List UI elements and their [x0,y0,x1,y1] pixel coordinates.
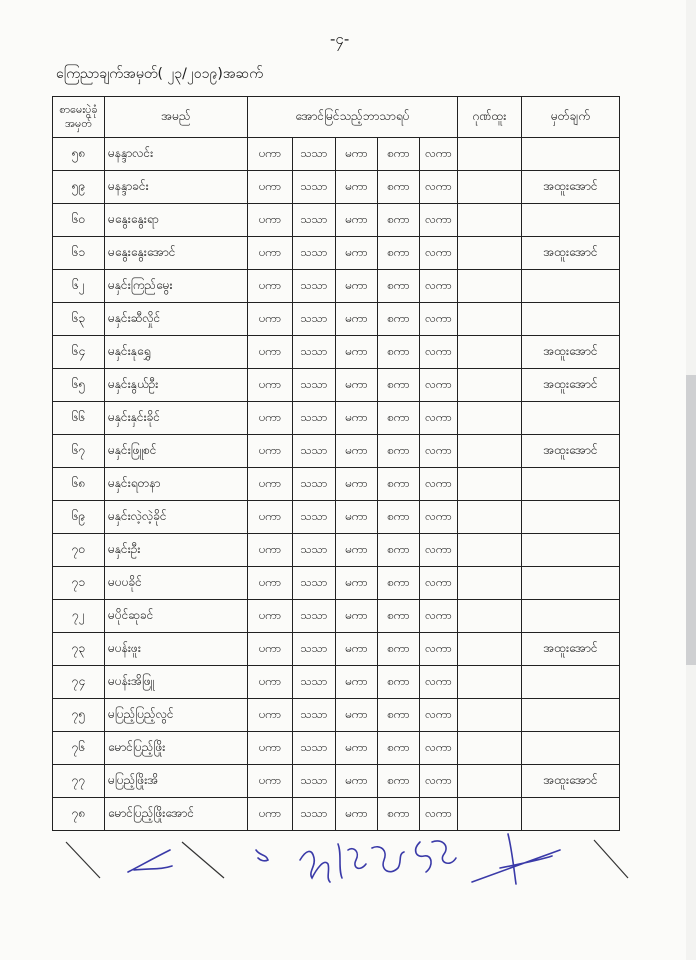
student-name-cell: မနွေးနွေးအောင် [105,237,248,270]
table-row [53,600,620,633]
table-row [53,303,620,336]
header-name: အမည် [105,97,248,138]
subject-grade-cell: သသာ [293,600,336,633]
remark-cell: အထူးအောင် [522,765,620,798]
subject-grade-cell: မကာ [336,435,378,468]
signature-1 [128,850,172,872]
distinction-cell [458,765,522,798]
subject-grade-cell: မကာ [336,204,378,237]
header-distinction: ဂုဏ်ထူး [458,97,522,138]
table-row [53,666,620,699]
subject-grade-cell: လကာ [420,468,458,501]
subject-grade-cell: လကာ [420,171,458,204]
subject-grade-cell: သသာ [293,402,336,435]
student-name-cell: မောင်ပြည့်ဖြိုး [105,732,248,765]
roll-number-cell: ၆၄ [53,336,105,369]
subject-grade-cell: ပကာ [248,237,293,270]
subject-grade-cell: လကာ [420,600,458,633]
subject-grade-cell: မကာ [336,501,378,534]
subject-grade-cell: စကာ [378,567,420,600]
distinction-cell [458,237,522,270]
distinction-cell [458,171,522,204]
roll-number-cell: ၅၈ [53,138,105,171]
distinction-cell [458,732,522,765]
subject-grade-cell: လကာ [420,336,458,369]
subject-grade-cell: မကာ [336,534,378,567]
subject-grade-cell: စကာ [378,336,420,369]
subject-grade-cell: ပကာ [248,633,293,666]
roll-number-cell: ၆၉ [53,501,105,534]
subject-grade-cell: ပကာ [248,765,293,798]
student-name-cell: မပန်းအိဖြူ [105,666,248,699]
table-row [53,633,620,666]
subject-grade-cell: လကာ [420,369,458,402]
distinction-cell [458,303,522,336]
signature-4 [338,844,366,878]
student-name-cell: မနှင်းဦး [105,534,248,567]
remark-cell [522,501,620,534]
subject-grade-cell: သသာ [293,798,336,831]
remark-cell [522,138,620,171]
subject-grade-cell: မကာ [336,798,378,831]
subject-grade-cell: ပကာ [248,303,293,336]
subject-grade-cell: မကာ [336,765,378,798]
subject-grade-cell: လကာ [420,501,458,534]
table-row [53,171,620,204]
roll-number-cell: ၆၃ [53,303,105,336]
subject-grade-cell: သသာ [293,534,336,567]
subject-grade-cell: ပကာ [248,204,293,237]
blank-slash-2 [182,842,224,878]
remark-cell [522,303,620,336]
subject-grade-cell: စကာ [378,666,420,699]
student-name-cell: မပန်းဖူး [105,633,248,666]
remark-cell: အထူးအောင် [522,633,620,666]
roll-number-cell: ၇၃ [53,633,105,666]
distinction-cell [458,402,522,435]
signature-area [0,820,686,930]
roll-number-cell: ၆၇ [53,435,105,468]
subject-grade-cell: သသာ [293,501,336,534]
table-row [53,204,620,237]
roll-number-cell: ၆၅ [53,369,105,402]
subject-grade-cell: စကာ [378,138,420,171]
scan-edge-shadow [686,375,696,665]
subject-grade-cell: စကာ [378,402,420,435]
subject-grade-cell: လကာ [420,798,458,831]
remark-cell [522,699,620,732]
subject-grade-cell: ပကာ [248,402,293,435]
remark-cell [522,402,620,435]
subject-grade-cell: မကာ [336,699,378,732]
subject-grade-cell: ပကာ [248,369,293,402]
remark-cell: အထူးအောင် [522,237,620,270]
table-row [53,402,620,435]
roll-number-cell: ၇၄ [53,666,105,699]
subject-grade-cell: မကာ [336,369,378,402]
subject-grade-cell: မကာ [336,336,378,369]
remark-cell [522,270,620,303]
student-name-cell: မပြည့်ပြည့်လွင် [105,699,248,732]
subject-grade-cell: စကာ [378,270,420,303]
subject-grade-cell: လကာ [420,237,458,270]
subject-grade-cell: သသာ [293,765,336,798]
roll-number-cell: ၇၈ [53,798,105,831]
student-name-cell: မနှင်းနုရွှေ [105,336,248,369]
subject-grade-cell: လကာ [420,435,458,468]
distinction-cell [458,600,522,633]
subject-grade-cell: မကာ [336,171,378,204]
subject-grade-cell: စကာ [378,468,420,501]
subject-grade-cell: မကာ [336,237,378,270]
table-row [53,270,620,303]
results-table [52,96,620,831]
student-name-cell: မနှင်းကြည်မွေး [105,270,248,303]
roll-number-cell: ၇၀ [53,534,105,567]
student-name-cell: မနန္ဒာလင်း [105,138,248,171]
signature-7 [472,834,560,884]
subject-grade-cell: မကာ [336,303,378,336]
subject-grade-cell: မကာ [336,633,378,666]
remark-cell [522,468,620,501]
subject-grade-cell: မကာ [336,468,378,501]
table-row [53,237,620,270]
distinction-cell [458,699,522,732]
subject-grade-cell: သသာ [293,237,336,270]
student-name-cell: မောင်ပြည့်ဖြိုးအောင် [105,798,248,831]
signature-3 [300,851,330,882]
subject-grade-cell: ပကာ [248,534,293,567]
distinction-cell [458,369,522,402]
subject-grade-cell: စကာ [378,204,420,237]
blank-slash-1 [66,842,100,878]
student-name-cell: မနှင်းဖြူစင် [105,435,248,468]
subject-grade-cell: စကာ [378,237,420,270]
table-row [53,567,620,600]
remark-cell: အထူးအောင် [522,435,620,468]
subject-grade-cell: မကာ [336,567,378,600]
table-row [53,369,620,402]
subject-grade-cell: စကာ [378,798,420,831]
subject-grade-cell: လကာ [420,402,458,435]
roll-number-cell: ၆၂ [53,270,105,303]
subject-grade-cell: မကာ [336,402,378,435]
student-name-cell: မနှင်းနွယ်ဦး [105,369,248,402]
subject-grade-cell: စကာ [378,732,420,765]
subject-grade-cell: သသာ [293,468,336,501]
header-remark: မှတ်ချက် [522,97,620,138]
subject-grade-cell: စကာ [378,171,420,204]
student-name-cell: မနှင်းဆီလှိုင် [105,303,248,336]
subject-grade-cell: လကာ [420,270,458,303]
remark-cell: အထူးအောင် [522,336,620,369]
subject-grade-cell: လကာ [420,666,458,699]
subject-grade-cell: သသာ [293,666,336,699]
remark-cell [522,666,620,699]
signature-2 [256,850,268,861]
roll-number-cell: ၇၂ [53,600,105,633]
student-name-cell: မနှင်းရတနာ [105,468,248,501]
student-name-cell: မနန္ဒာခင်း [105,171,248,204]
subject-grade-cell: သသာ [293,567,336,600]
remark-cell: အထူးအောင် [522,369,620,402]
table-row [53,435,620,468]
distinction-cell [458,270,522,303]
student-name-cell: မပပခိုင် [105,567,248,600]
subject-grade-cell: စကာ [378,765,420,798]
roll-number-cell: ၆၁ [53,237,105,270]
subject-grade-cell: ပကာ [248,468,293,501]
subject-grade-cell: လကာ [420,699,458,732]
header-passed-subjects: အောင်မြင်သည့်ဘာသာရပ် [248,97,458,138]
distinction-cell [458,468,522,501]
subject-grade-cell: စကာ [378,699,420,732]
subject-grade-cell: ပကာ [248,600,293,633]
signature-5 [372,847,404,872]
subject-grade-cell: ပကာ [248,435,293,468]
remark-cell [522,600,620,633]
table-row [53,501,620,534]
header-roll-label: စာမေးပွဲခုံအမှတ် [59,103,98,130]
subject-grade-cell: လကာ [420,732,458,765]
distinction-cell [458,567,522,600]
roll-number-cell: ၇၆ [53,732,105,765]
remark-cell [522,732,620,765]
subject-grade-cell: ပကာ [248,501,293,534]
table-row [53,468,620,501]
remark-cell [522,567,620,600]
subject-grade-cell: ပကာ [248,138,293,171]
remark-cell: အထူးအောင် [522,171,620,204]
roll-number-cell: ၅၉ [53,171,105,204]
table-row [53,765,620,798]
roll-number-cell: ၇၇ [53,765,105,798]
subject-grade-cell: သသာ [293,138,336,171]
subject-grade-cell: လကာ [420,765,458,798]
subject-grade-cell: မကာ [336,270,378,303]
subject-grade-cell: သသာ [293,171,336,204]
student-name-cell: မပိုင်ဆုခင် [105,600,248,633]
subject-grade-cell: ပကာ [248,798,293,831]
subject-grade-cell: ပကာ [248,270,293,303]
student-name-cell: မနှင်းနှင်းခိုင် [105,402,248,435]
page-number: -၄- [330,30,350,48]
subject-grade-cell: မကာ [336,732,378,765]
table-row [53,534,620,567]
subject-grade-cell: သသာ [293,336,336,369]
student-name-cell: မနှင်းလဲ့လဲ့ခိုင် [105,501,248,534]
subject-grade-cell: စကာ [378,534,420,567]
distinction-cell [458,336,522,369]
distinction-cell [458,666,522,699]
remark-cell [522,534,620,567]
remark-cell [522,204,620,237]
roll-number-cell: ၇၅ [53,699,105,732]
subject-grade-cell: သသာ [293,732,336,765]
student-name-cell: မပြည့်ဖြိုးအိ [105,765,248,798]
distinction-cell [458,204,522,237]
signature-6 [416,841,456,872]
distinction-cell [458,435,522,468]
subject-grade-cell: သသာ [293,270,336,303]
distinction-cell [458,534,522,567]
announcement-subtitle: ကြေညာချက်အမှတ်( ၂၃/၂၀၁၉)အဆက် [56,66,263,82]
subject-grade-cell: စကာ [378,369,420,402]
table-header-row [53,97,620,138]
table-row [53,699,620,732]
subject-grade-cell: လကာ [420,138,458,171]
subject-grade-cell: ပကာ [248,699,293,732]
roll-number-cell: ၆၀ [53,204,105,237]
distinction-cell [458,633,522,666]
subject-grade-cell: မကာ [336,666,378,699]
subject-grade-cell: စကာ [378,303,420,336]
subject-grade-cell: ပကာ [248,171,293,204]
subject-grade-cell: စကာ [378,501,420,534]
subject-grade-cell: သသာ [293,303,336,336]
subject-grade-cell: စကာ [378,435,420,468]
subject-grade-cell: ပကာ [248,336,293,369]
blank-slash-3 [594,840,628,878]
table-row [53,732,620,765]
table-row [53,138,620,171]
subject-grade-cell: သသာ [293,204,336,237]
subject-grade-cell: လကာ [420,633,458,666]
subject-grade-cell: ပကာ [248,567,293,600]
subject-grade-cell: သသာ [293,699,336,732]
distinction-cell [458,501,522,534]
table-row [53,336,620,369]
student-name-cell: မနွေးနွေးရာ [105,204,248,237]
subject-grade-cell: သသာ [293,633,336,666]
subject-grade-cell: သသာ [293,369,336,402]
subject-grade-cell: မကာ [336,600,378,633]
subject-grade-cell: စကာ [378,633,420,666]
subject-grade-cell: လကာ [420,303,458,336]
roll-number-cell: ၆၈ [53,468,105,501]
subject-grade-cell: လကာ [420,204,458,237]
roll-number-cell: ၇၁ [53,567,105,600]
subject-grade-cell: လကာ [420,534,458,567]
subject-grade-cell: စကာ [378,600,420,633]
header-roll-number [53,97,105,138]
roll-number-cell: ၆၆ [53,402,105,435]
distinction-cell [458,138,522,171]
subject-grade-cell: လကာ [420,567,458,600]
subject-grade-cell: သသာ [293,435,336,468]
subject-grade-cell: ပကာ [248,732,293,765]
subject-grade-cell: ပကာ [248,666,293,699]
subject-grade-cell: မကာ [336,138,378,171]
